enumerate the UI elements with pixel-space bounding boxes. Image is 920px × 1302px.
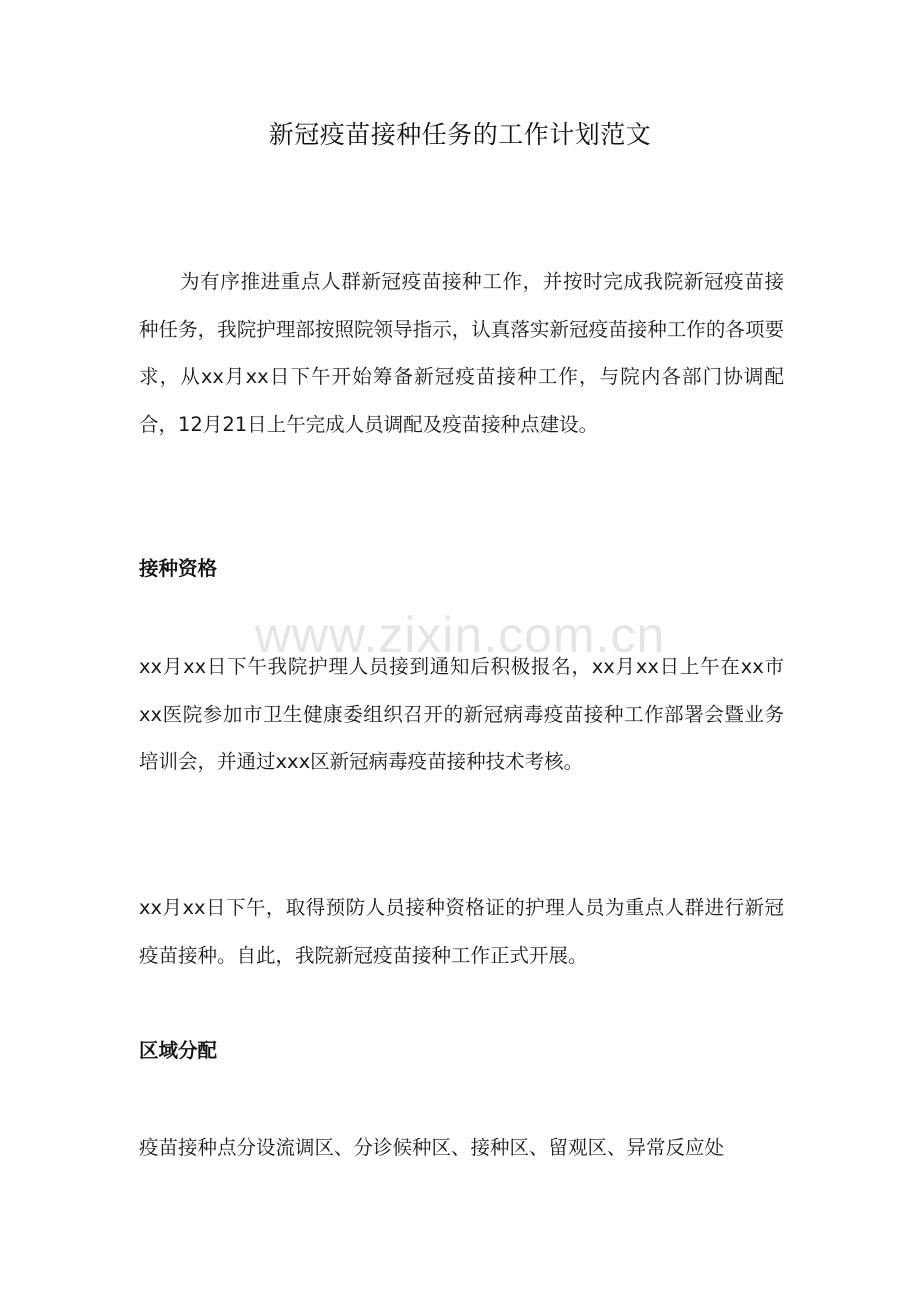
watermark: www.zixin.com.cn <box>254 607 666 663</box>
intro-paragraph: 为有序推进重点人群新冠疫苗接种工作，并按时完成我院新冠疫苗接种任务，我院护理部按照院领导指示，认真落实新冠疫苗接种工作的各项要求，从xx月xx日下午开始筹备新冠疫苗接种工作，与院内各部门协调配合，12月21日上午完成人员调配及疫苗接种点建设。 <box>139 270 784 436</box>
document-title: 新冠疫苗接种任务的工作计划范文 <box>268 120 652 149</box>
section-heading-area: 区域分配 <box>139 1039 218 1062</box>
area-paragraph-1: 疫苗接种点分设流调区、分诊候种区、接种区、留观区、异常反应处 <box>139 1136 725 1159</box>
section-heading-qualification: 接种资格 <box>139 557 218 580</box>
qualification-paragraph-1: xx月xx日下午我院护理人员接到通知后积极报名，xx月xx日上午在xx市xx医院参加市卫生健康委组织召开的新冠病毒疫苗接种工作部署会暨业务培训会，并通过xxx区新冠病毒疫苗接种技术考核。 <box>139 655 784 773</box>
qualification-paragraph-2: xx月xx日下午，取得预防人员接种资格证的护理人员为重点人群进行新冠疫苗接种。自此，我院新冠疫苗接种工作正式开展。 <box>139 896 784 967</box>
